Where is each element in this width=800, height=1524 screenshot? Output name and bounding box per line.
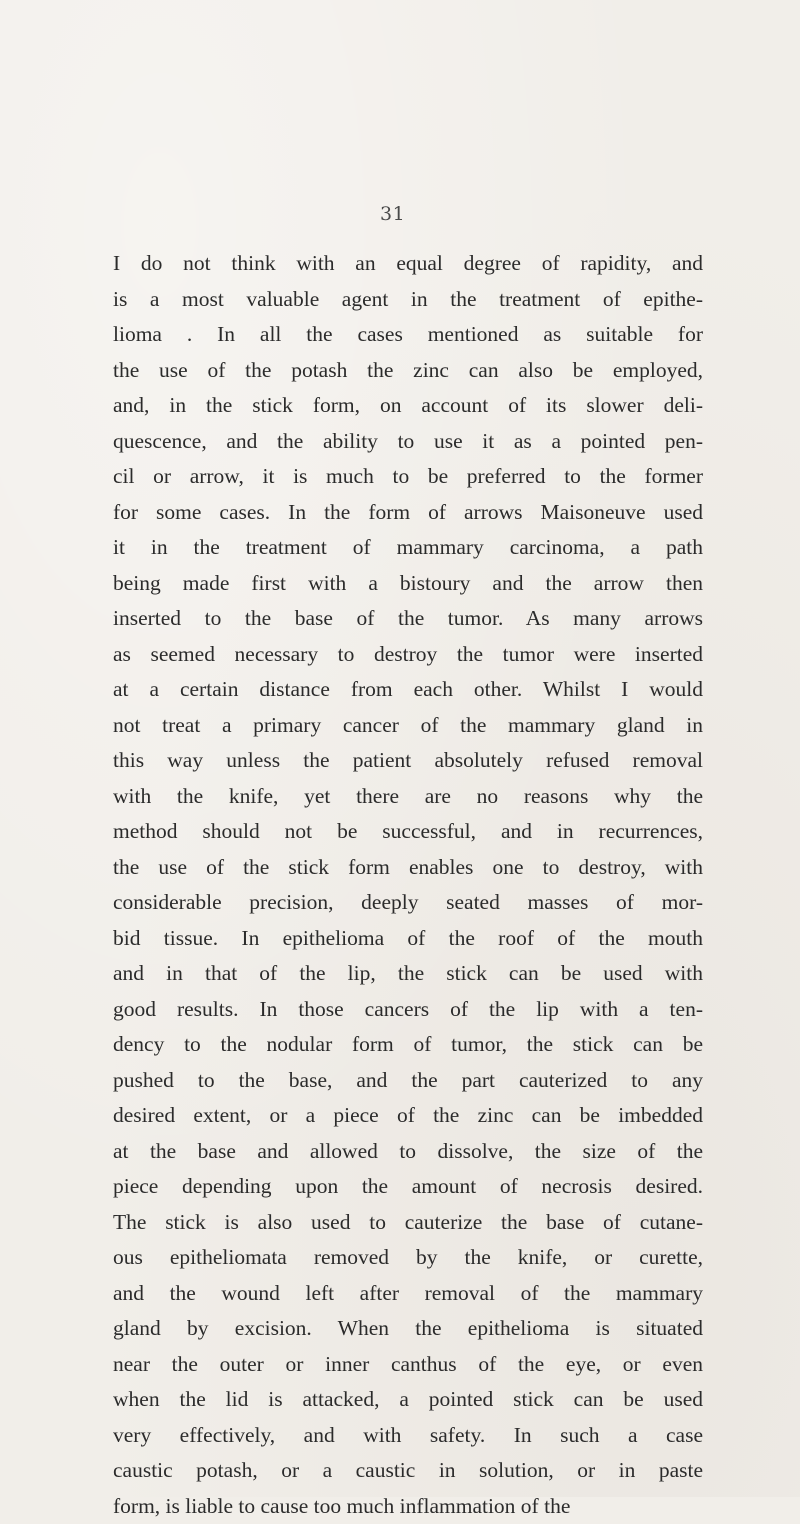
text-line: the use of the potash the zinc can also be employed, — [113, 353, 703, 389]
text-line: bid tissue. In epithelioma of the roof of the mouth — [113, 921, 703, 957]
text-line: piece depending upon the amount of necrosis desired. — [113, 1169, 703, 1205]
text-line: and, in the stick form, on account of its slower deli- — [113, 388, 703, 424]
text-line: very effectively, and with safety. In such a case — [113, 1418, 703, 1454]
text-line: form, is liable to cause too much inflammation of the — [113, 1489, 703, 1524]
text-line: at the base and allowed to dissolve, the size of the — [113, 1134, 703, 1170]
text-line: quescence, and the ability to use it as a pointed pen- — [113, 424, 703, 460]
text-line: this way unless the patient absolutely refused removal — [113, 743, 703, 779]
body-paragraph — [113, 246, 703, 1524]
text-line: and the wound left after removal of the mammary — [113, 1276, 703, 1312]
text-line: gland by excision. When the epithelioma is situated — [113, 1311, 703, 1347]
text-line: being made first with a bistoury and the arrow then — [113, 566, 703, 602]
page-number: 31 — [380, 203, 405, 225]
text-line: cil or arrow, it is much to be preferred to the former — [113, 459, 703, 495]
text-line: at a certain distance from each other. Whilst I would — [113, 672, 703, 708]
text-line: desired extent, or a piece of the zinc can be imbedded — [113, 1098, 703, 1134]
text-line: and in that of the lip, the stick can be used with — [113, 956, 703, 992]
text-line: good results. In those cancers of the lip with a ten- — [113, 992, 703, 1028]
text-line: lioma . In all the cases mentioned as suitable for — [113, 317, 703, 353]
text-line: is a most valuable agent in the treatment of epithe- — [113, 282, 703, 318]
text-line: considerable precision, deeply seated masses of mor- — [113, 885, 703, 921]
text-line: the use of the stick form enables one to destroy, with — [113, 850, 703, 886]
text-line: it in the treatment of mammary carcinoma, a path — [113, 530, 703, 566]
text-line: ous epitheliomata removed by the knife, or curette, — [113, 1240, 703, 1276]
text-line: with the knife, yet there are no reasons why the — [113, 779, 703, 815]
text-line: not treat a primary cancer of the mammary gland in — [113, 708, 703, 744]
text-line: near the outer or inner canthus of the eye, or even — [113, 1347, 703, 1383]
text-line: dency to the nodular form of tumor, the stick can be — [113, 1027, 703, 1063]
text-line: method should not be successful, and in recurrences, — [113, 814, 703, 850]
text-line: pushed to the base, and the part cauterized to any — [113, 1063, 703, 1099]
text-line: caustic potash, or a caustic in solution, or in paste — [113, 1453, 703, 1489]
text-line: I do not think with an equal degree of rapidity, and — [113, 246, 703, 282]
text-line: for some cases. In the form of arrows Maisoneuve used — [113, 495, 703, 531]
text-line: when the lid is attacked, a pointed stick can be used — [113, 1382, 703, 1418]
text-line: The stick is also used to cauterize the base of cutane- — [113, 1205, 703, 1241]
text-line: inserted to the base of the tumor. As many arrows — [113, 601, 703, 637]
text-line: as seemed necessary to destroy the tumor were inserted — [113, 637, 703, 673]
